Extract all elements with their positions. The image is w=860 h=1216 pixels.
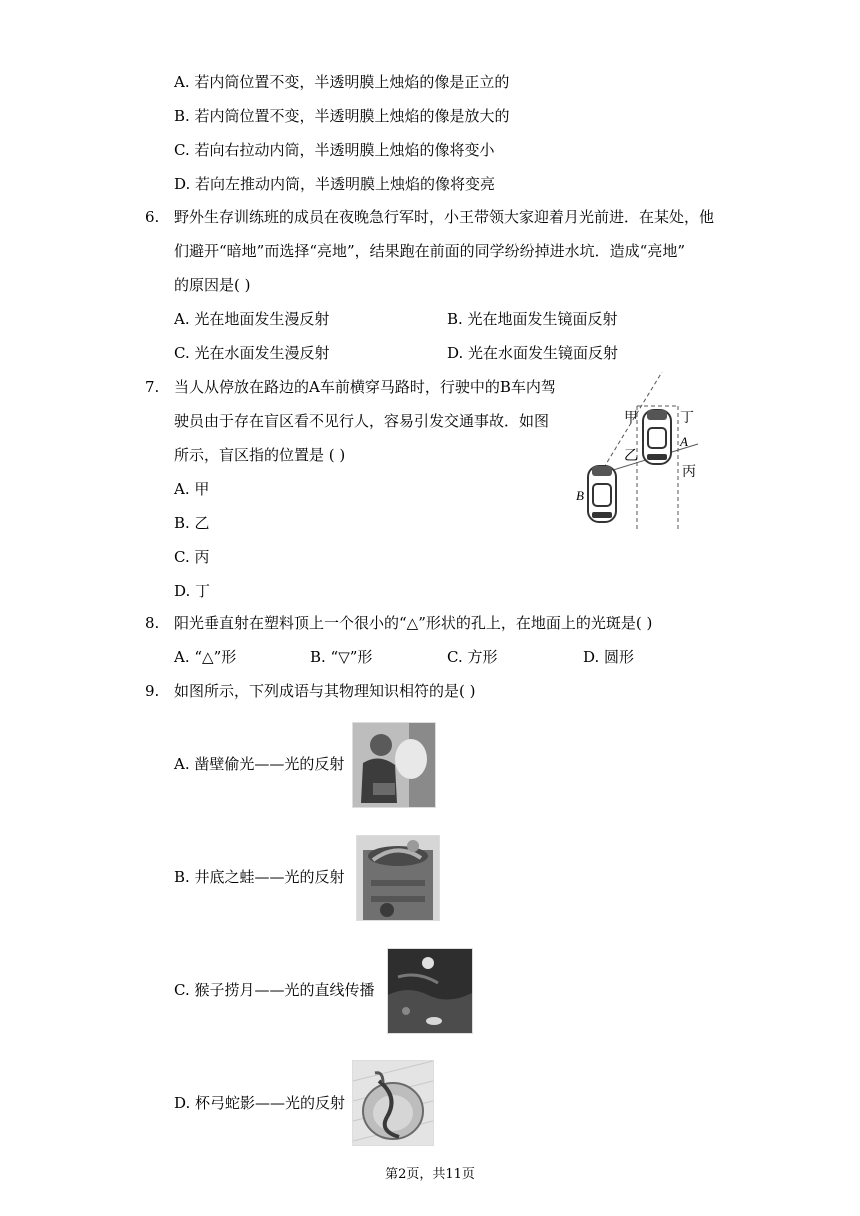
q6-option-d: D. 光在水面发生镜面反射 [447, 344, 619, 362]
q7-option-a: A. 甲 [174, 480, 210, 498]
q8-number: 8. [145, 614, 160, 632]
q9-option-c: C. 猴子捞月——光的直线传播 [174, 981, 375, 999]
q8-option-d: D. 圆形 [583, 648, 635, 666]
q7-blind-spot-diagram [560, 372, 710, 532]
label-yi: 乙 [624, 449, 638, 464]
q8-option-b: B. “▽”形 [310, 648, 373, 666]
q7-stem-line-3: 所示，盲区指的位置是 ( ) [174, 446, 346, 464]
q7-option-b: B. 乙 [174, 514, 210, 532]
q5-option-a: A. 若内筒位置不变，半透明膜上烛焰的像是正立的 [174, 73, 510, 91]
q6-stem-line-3: 的原因是( ) [174, 276, 251, 294]
q6-option-c: C. 光在水面发生漫反射 [174, 344, 330, 362]
q9-image-b [356, 835, 440, 921]
q7-option-d: D. 丁 [174, 582, 211, 600]
q9-number: 9. [145, 682, 160, 700]
car-a-icon [643, 410, 671, 464]
q5-option-b: B. 若内筒位置不变，半透明膜上烛焰的像是放大的 [174, 107, 510, 125]
q9-option-d: D. 杯弓蛇影——光的反射 [174, 1094, 346, 1112]
q5-option-d: D. 若向左推动内筒，半透明膜上烛焰的像将变亮 [174, 175, 496, 193]
q7-number: 7. [145, 378, 160, 396]
q6-stem-line-2: 们避开“暗地”而选择“亮地”，结果跑在前面的同学纷纷掉进水坑．造成“亮地” [174, 242, 686, 260]
q8-stem: 阳光垂直射在塑料顶上一个很小的“△”形状的孔上，在地面上的光斑是( ) [174, 614, 653, 632]
q9-image-c [387, 948, 473, 1034]
q9-option-b: B. 井底之蛙——光的反射 [174, 868, 345, 886]
label-bing: 丙 [682, 465, 696, 480]
label-b: B [576, 488, 584, 503]
label-ding: 丁 [680, 411, 694, 426]
q6-stem-line-1: 野外生存训练班的成员在夜晚急行军时，小王带领大家迎着月光前进．在某处，他 [174, 208, 715, 226]
q9-image-d [352, 1060, 434, 1146]
q7-option-c: C. 丙 [174, 548, 210, 566]
q9-option-a: A. 凿壁偷光——光的反射 [174, 755, 345, 773]
q6-option-b: B. 光在地面发生镜面反射 [447, 310, 618, 328]
q5-option-c: C. 若向右拉动内筒，半透明膜上烛焰的像将变小 [174, 141, 495, 159]
q8-option-a: A. “△”形 [174, 648, 237, 666]
q8-option-c: C. 方形 [447, 648, 498, 666]
car-b-icon [588, 466, 616, 522]
q7-stem-line-2: 驶员由于存在盲区看不见行人，容易引发交通事故．如图 [174, 412, 550, 430]
q6-option-a: A. 光在地面发生漫反射 [174, 310, 330, 328]
q9-image-a [352, 722, 436, 808]
q6-number: 6. [145, 208, 160, 226]
label-jia: 甲 [624, 411, 638, 426]
page-footer: 第2页，共11页 [385, 1167, 475, 1182]
q7-stem-line-1: 当人从停放在路边的A车前横穿马路时，行驶中的B车内驾 [174, 378, 556, 396]
label-a: A [680, 434, 688, 449]
q9-stem: 如图所示，下列成语与其物理知识相符的是( ) [174, 682, 476, 700]
